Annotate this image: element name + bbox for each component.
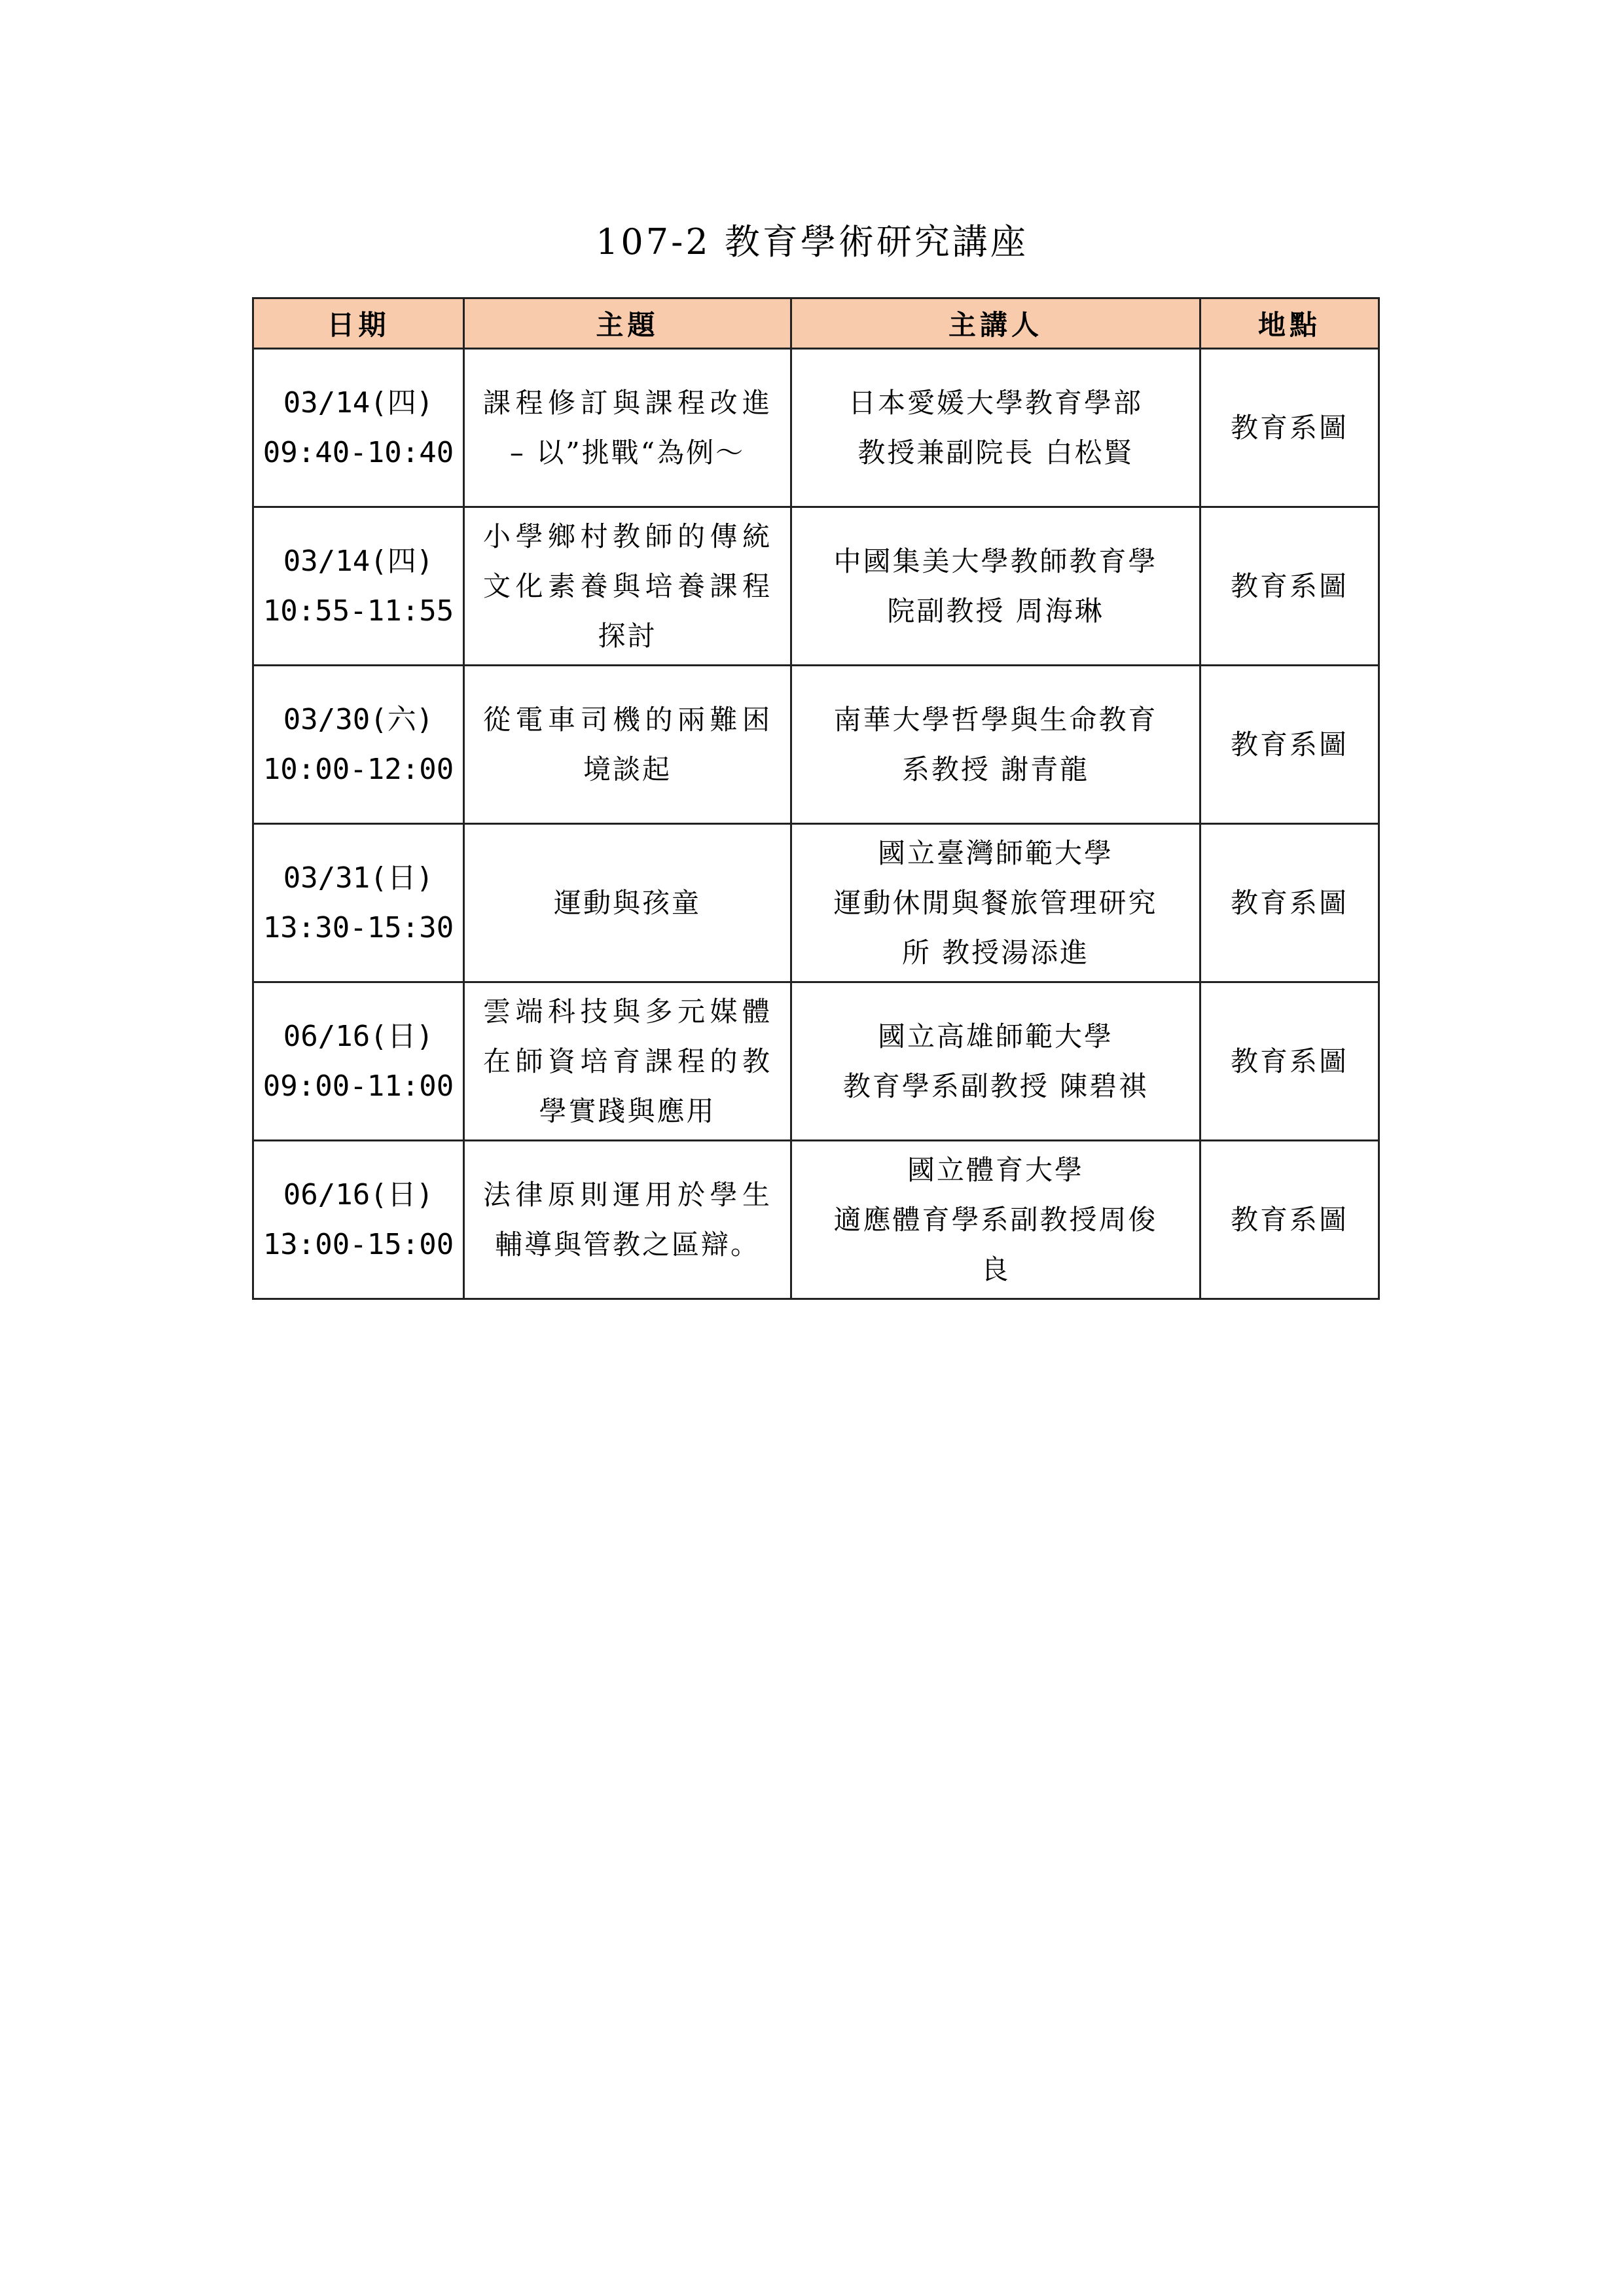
column-header-date: 日期 <box>253 298 464 349</box>
column-header-place: 地點 <box>1200 298 1379 349</box>
column-header-topic: 主題 <box>464 298 791 349</box>
speaker-line: 國立體育大學 <box>907 1153 1084 1186</box>
speaker-line: 中國集美大學教師教育學 <box>833 545 1158 577</box>
date-text: 03/14(四) <box>283 544 434 578</box>
time-text: 09:00-11:00 <box>262 1069 454 1103</box>
time-text: 09:40-10:40 <box>262 435 454 469</box>
page-title: 107-2 教育學術研究講座 <box>596 221 1028 262</box>
speaker-line: 所 教授湯添進 <box>901 936 1090 969</box>
date-text: 03/31(日) <box>283 861 434 895</box>
date-cell <box>253 507 464 666</box>
speaker-cell <box>791 982 1200 1141</box>
speaker-cell <box>791 824 1200 982</box>
date-cell <box>253 349 464 507</box>
speaker-line: 良 <box>981 1253 1011 1285</box>
speaker-cell <box>791 666 1200 824</box>
table-row <box>253 666 1379 824</box>
table-row <box>253 349 1379 507</box>
speaker-line: 教育學系副教授 陳碧祺 <box>842 1069 1149 1102</box>
time-text: 10:00-12:00 <box>262 752 454 786</box>
speaker-line: 國立高雄師範大學 <box>877 1020 1113 1052</box>
date-text: 03/14(四) <box>283 386 434 420</box>
date-text: 06/16(日) <box>283 1177 434 1211</box>
place-cell: 教育系圖 <box>1200 666 1379 824</box>
topic-cell: 運動與孩童 <box>464 824 791 982</box>
speaker-line: 院副教授 周海琳 <box>887 594 1104 627</box>
speaker-cell <box>791 349 1200 507</box>
speaker-line: 教授兼副院長 白松賢 <box>857 436 1134 469</box>
speaker-line: 國立臺灣師範大學 <box>877 836 1113 869</box>
column-header-speaker: 主講人 <box>791 298 1200 349</box>
date-cell <box>253 666 464 824</box>
topic-cell: 課程修訂與課程改進 – 以”挑戰“為例～ <box>464 349 791 507</box>
time-text: 10:55-11:55 <box>262 594 454 628</box>
table-header-row <box>253 298 1379 349</box>
topic-cell: 小學鄉村教師的傳統文化素養與培養課程探討 <box>464 507 791 666</box>
place-cell: 教育系圖 <box>1200 982 1379 1141</box>
table-row <box>253 507 1379 666</box>
speaker-line: 南華大學哲學與生命教育 <box>833 703 1158 736</box>
speaker-cell <box>791 507 1200 666</box>
time-text: 13:00-15:00 <box>262 1227 454 1261</box>
place-cell: 教育系圖 <box>1200 349 1379 507</box>
speaker-cell <box>791 1141 1200 1299</box>
place-cell: 教育系圖 <box>1200 824 1379 982</box>
place-cell: 教育系圖 <box>1200 1141 1379 1299</box>
speaker-line: 日本愛媛大學教育學部 <box>848 386 1143 419</box>
table-row <box>253 824 1379 982</box>
date-cell <box>253 824 464 982</box>
date-text: 03/30(六) <box>283 702 434 736</box>
speaker-line: 適應體育學系副教授周俊 <box>833 1203 1158 1236</box>
table-row <box>253 982 1379 1141</box>
date-cell <box>253 982 464 1141</box>
topic-cell: 從電車司機的兩難困境談起 <box>464 666 791 824</box>
date-cell <box>253 1141 464 1299</box>
speaker-line: 運動休閒與餐旅管理研究 <box>833 886 1158 919</box>
table-row <box>253 1141 1379 1299</box>
date-text: 06/16(日) <box>283 1019 434 1053</box>
speaker-line: 系教授 謝青龍 <box>901 753 1090 785</box>
place-cell: 教育系圖 <box>1200 507 1379 666</box>
topic-cell: 雲端科技與多元媒體在師資培育課程的教學實踐與應用 <box>464 982 791 1141</box>
topic-cell: 法律原則運用於學生輔導與管教之區辯。 <box>464 1141 791 1299</box>
lecture-schedule-table <box>252 297 1380 1300</box>
time-text: 13:30-15:30 <box>262 910 454 944</box>
